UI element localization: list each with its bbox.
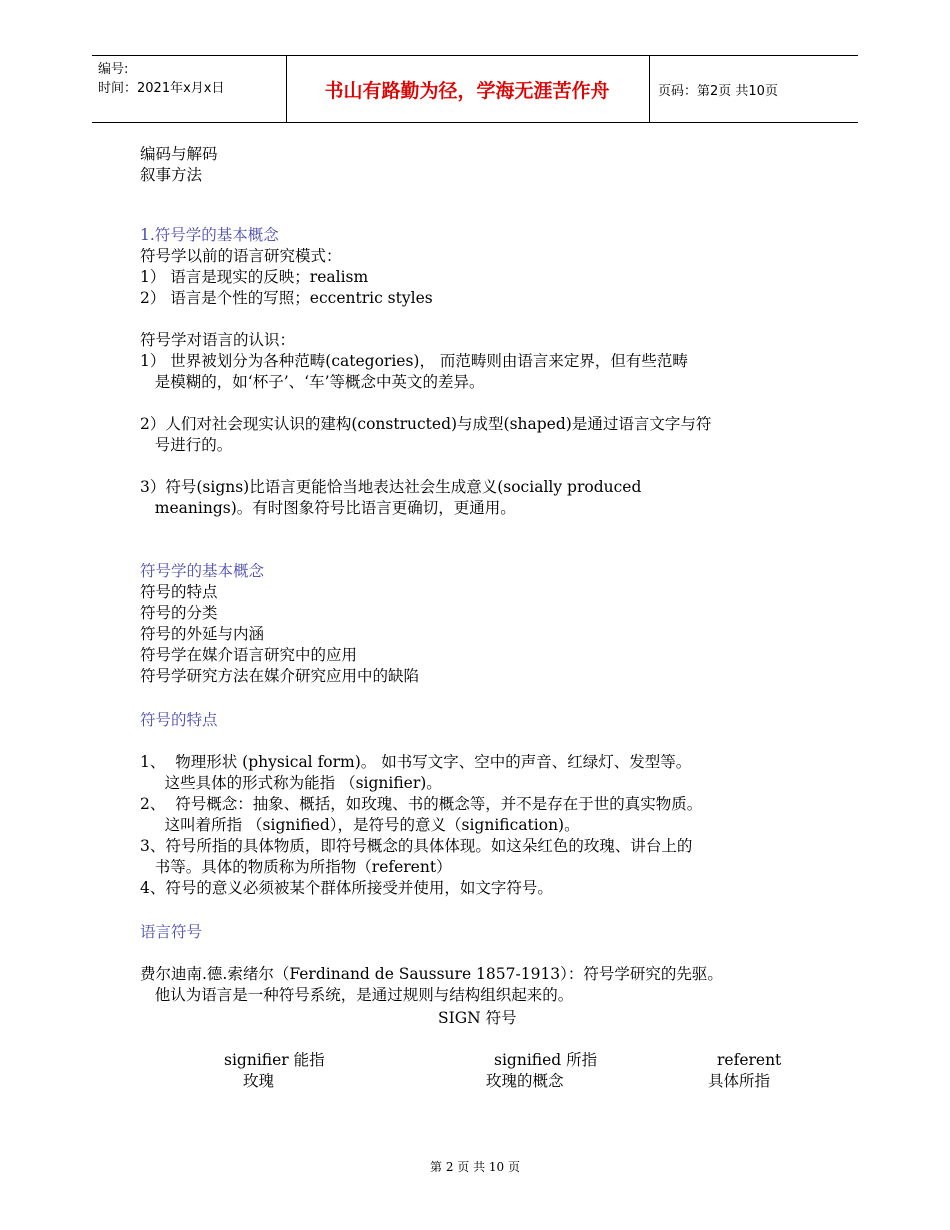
- page-indicator: 页码：第2页 共10页: [658, 83, 778, 99]
- section-title: 符号的特点: [140, 711, 218, 729]
- sign-column-zh: 玫瑰的概念: [486, 1072, 564, 1090]
- section-title: 符号学的基本概念: [140, 562, 265, 580]
- paragraph: 符号学对语言的认识：: [140, 331, 296, 349]
- outline-item: 符号的分类: [140, 604, 218, 622]
- paragraph: 他认为语言是一种符号系统，是通过规则与结构组织起来的。: [140, 986, 574, 1004]
- sign-label: SIGN 符号: [438, 1009, 517, 1027]
- feature-line: 1、 物理形状 (physical form)。 如书写文字、空中的声音、红绿灯、发型等。: [140, 753, 692, 771]
- sign-column-en: signified 所指: [494, 1051, 598, 1069]
- list-item: 1） 语言是现实的反映；realism: [140, 268, 369, 286]
- paragraph: 费尔迪南.德.索绪尔（Ferdinand de Saussure 1857-1913）：符号学研究的先驱。: [140, 965, 723, 983]
- list-item-cont: 是模糊的，如‘杯子’、‘车’等概念中英文的差异。: [140, 373, 485, 391]
- feature-line: 2、 符号概念：抽象、概括，如玫瑰、书的概念等，并不是存在于世的真实物质。: [140, 795, 703, 813]
- page-footer: 第 2 页 共 10 页: [430, 1160, 520, 1174]
- header-left: [98, 60, 224, 98]
- intro-line: 叙事方法: [140, 166, 203, 184]
- section-title: 语言符号: [140, 923, 203, 941]
- sign-column-en: referent: [717, 1051, 782, 1069]
- outline-item: 符号学研究方法在媒介研究应用中的缺陷: [140, 667, 420, 685]
- header-divider: [649, 56, 650, 122]
- sign-column-zh: 具体所指: [708, 1072, 771, 1090]
- time-label: 时间：2021年x月x日: [98, 81, 225, 96]
- list-item: 3）符号(signs)比语言更能恰当地表达社会生成意义(socially produced: [140, 478, 642, 496]
- feature-line: 3、符号所指的具体物质，即符号概念的具体体现。如这朵红色的玫瑰、讲台上的: [140, 837, 693, 855]
- header-motto: 书山有路勤为径，学海无涯苦作舟: [324, 79, 610, 102]
- header-table: [92, 55, 858, 123]
- feature-line: 这些具体的形式称为能指 （signifier)。: [140, 774, 442, 792]
- outline-item: 符号的特点: [140, 583, 218, 601]
- outline-item: 符号的外延与内涵: [140, 625, 265, 643]
- list-item: 2） 语言是个性的写照；eccentric styles: [140, 289, 433, 307]
- intro-line: 编码与解码: [140, 145, 218, 163]
- paragraph: 符号学以前的语言研究模式：: [140, 247, 342, 265]
- sign-column-en: signifier 能指: [224, 1051, 325, 1069]
- section-title: 1.符号学的基本概念: [140, 226, 279, 244]
- number-label: 编号:: [98, 62, 129, 77]
- feature-line: 4、符号的意义必须被某个群体所接受并使用，如文字符号。: [140, 879, 553, 897]
- outline-item: 符号学在媒介语言研究中的应用: [140, 646, 358, 664]
- feature-line: 这叫着所指 （signified），是符号的意义（signification)。: [140, 816, 580, 834]
- list-item-cont: meanings)。有时图象符号比语言更确切，更通用。: [140, 499, 516, 517]
- sign-column-zh: 玫瑰: [243, 1072, 275, 1090]
- list-item: 1） 世界被划分为各种范畴(categories)， 而范畴则由语言来定界，但有些范畴: [140, 352, 688, 370]
- list-item-cont: 号进行的。: [140, 436, 233, 454]
- list-item: 2）人们对社会现实认识的建构(constructed)与成型(shaped)是通过语言文字与符: [140, 415, 712, 433]
- feature-line: 书等。具体的物质称为所指物（referent）: [140, 858, 452, 876]
